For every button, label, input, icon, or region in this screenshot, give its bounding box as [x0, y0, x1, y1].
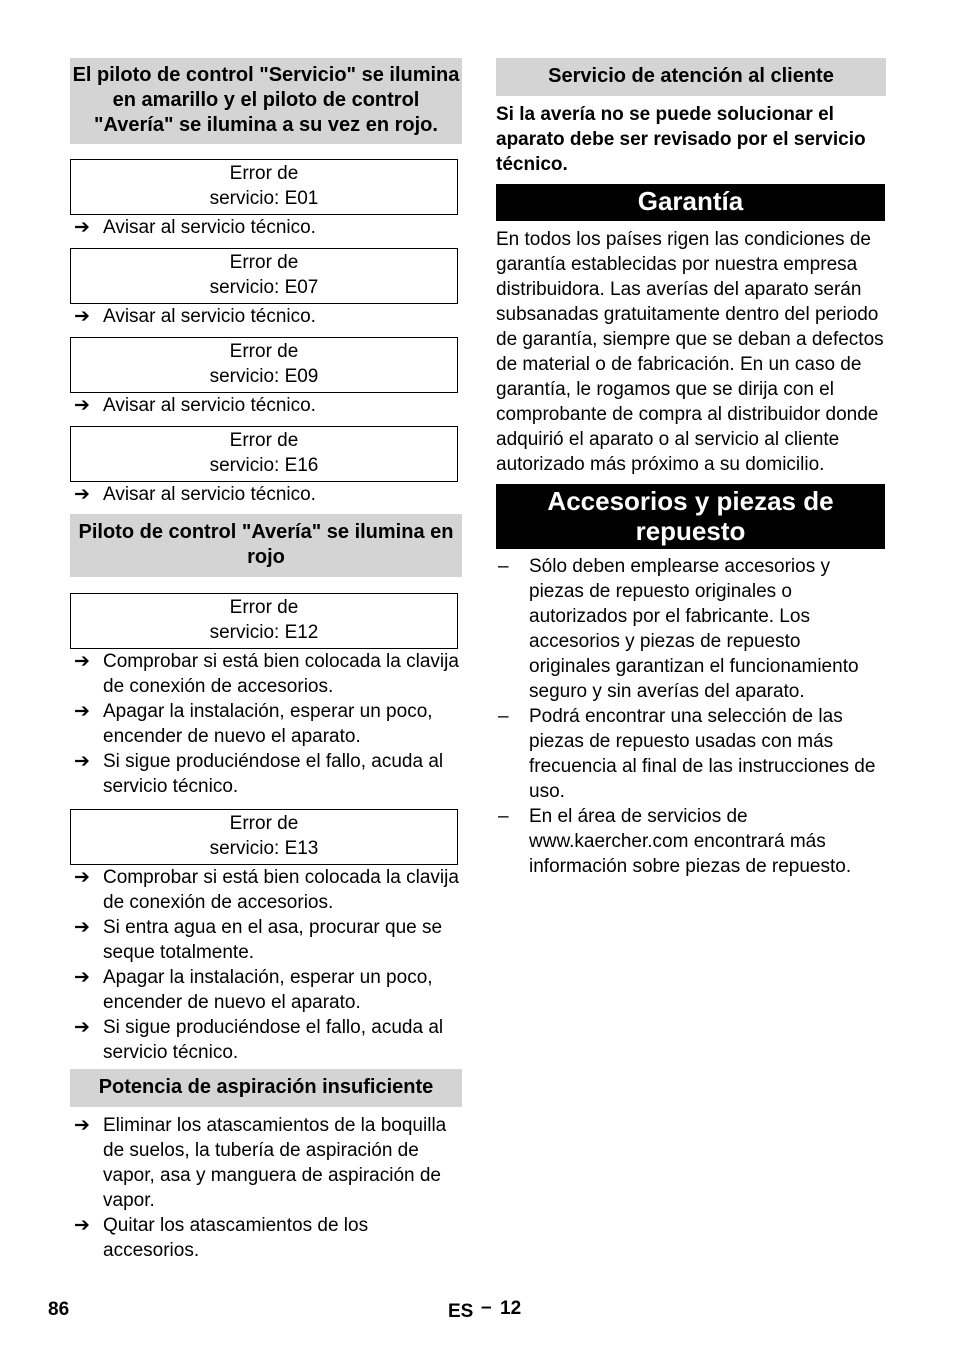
action-text: Avisar al servicio técnico. [103, 217, 316, 238]
accessories-list [496, 554, 886, 879]
error-code: servicio: E12 [209, 622, 319, 643]
heading-fault-red: Piloto de control "Avería" se ilumina en rojo [70, 514, 462, 577]
arrow-right-icon: ➔ [74, 967, 90, 988]
dash-bullet-icon: – [498, 706, 509, 727]
action-item [70, 215, 462, 240]
action-text: Apagar la instalación, esperar un poco, encender de nuevo el aparato. [103, 701, 433, 747]
error-code-box [70, 593, 458, 649]
action-text: Quitar los atascamientos de los accesorios. [103, 1215, 369, 1261]
action-text: Comprobar si está bien colocada la clavija de conexión de accesorios. [103, 651, 459, 697]
action-item [70, 1015, 462, 1065]
action-text: Avisar al servicio técnico. [103, 395, 316, 416]
error-code-box [70, 426, 458, 482]
error-code: servicio: E16 [209, 455, 319, 476]
error-label: Error de [229, 430, 299, 451]
arrow-right-icon: ➔ [74, 1017, 90, 1038]
arrow-right-icon: ➔ [74, 1115, 90, 1136]
customer-service-paragraph: Si la avería no se puede solucionar el aparato debe ser revisado por el servicio técnico. [496, 104, 866, 175]
error-list-2 [70, 593, 462, 1065]
arrow-right-icon: ➔ [74, 217, 90, 238]
list-item-text: Podrá encontrar una selección de las piezas de repuesto usadas con más frecuencia al final de las instrucciones de uso. [529, 706, 876, 802]
action-text: Avisar al servicio técnico. [103, 306, 316, 327]
arrow-right-icon: ➔ [74, 917, 90, 938]
error-label: Error de [229, 597, 299, 618]
error-label: Error de [229, 252, 299, 273]
action-item [70, 965, 462, 1015]
error-code: servicio: E13 [209, 838, 319, 859]
action-text: Eliminar los atascamientos de la boquilla de suelos, la tubería de aspiración de vapor, asa y manguera de aspiración de vapor. [103, 1115, 447, 1211]
heading-insufficient-suction: Potencia de aspiración insuficiente [70, 1069, 462, 1107]
action-text: Apagar la instalación, esperar un poco, encender de nuevo el aparato. [103, 967, 433, 1013]
action-item [70, 1213, 462, 1263]
action-item [70, 304, 462, 329]
heading-service-amber-fault-red: El piloto de control "Servicio" se ilumina en amarillo y el piloto de control "Avería" se ilumina a su vez en rojo. [70, 58, 462, 144]
arrow-right-icon: ➔ [74, 306, 90, 327]
arrow-right-icon: ➔ [74, 484, 90, 505]
arrow-right-icon: ➔ [74, 701, 90, 722]
action-item [70, 749, 462, 799]
error-code: servicio: E09 [209, 366, 319, 387]
action-item [70, 915, 462, 965]
arrow-right-icon: ➔ [74, 395, 90, 416]
action-text: Avisar al servicio técnico. [103, 484, 316, 505]
action-item [70, 393, 462, 418]
action-item [70, 1113, 462, 1213]
arrow-right-icon: ➔ [74, 651, 90, 672]
page-number: 86 [48, 1299, 70, 1320]
language-code: ES [448, 1301, 474, 1322]
action-item [70, 649, 462, 699]
right-column [496, 58, 886, 879]
heading-warranty: Garantía [496, 184, 885, 221]
list-item [496, 804, 886, 879]
error-label: Error de [229, 163, 299, 184]
footer-dash: – [481, 1297, 492, 1318]
action-list-suction [70, 1113, 462, 1263]
error-code-box [70, 337, 458, 393]
error-code-box [70, 248, 458, 304]
list-item-text: Sólo deben emplearse accesorios y piezas de repuesto originales o autorizados por el fabricante. Los accesorios y piezas de repuesto originales garantizan el funcionamiento seguro y sin averías del aparato. [529, 556, 859, 702]
action-text: Si sigue produciéndose el fallo, acuda al servicio técnico. [103, 751, 444, 797]
action-item [70, 482, 462, 507]
action-text: Si sigue produciéndose el fallo, acuda al servicio técnico. [103, 1017, 444, 1063]
error-code: servicio: E01 [209, 188, 319, 209]
error-code: servicio: E07 [209, 277, 319, 298]
arrow-right-icon: ➔ [74, 751, 90, 772]
error-code-box [70, 809, 458, 865]
heading-customer-service: Servicio de atención al cliente [496, 58, 886, 96]
error-code-box [70, 159, 458, 215]
list-item-text: En el área de servicios de www.kaercher.com encontrará más información sobre piezas de repuesto. [529, 806, 852, 877]
list-item [496, 704, 886, 804]
left-column [70, 58, 462, 1263]
section-page-number: 12 [500, 1298, 522, 1319]
error-list-1 [70, 159, 462, 507]
error-label: Error de [229, 341, 299, 362]
dash-bullet-icon: – [498, 556, 509, 577]
dash-bullet-icon: – [498, 806, 509, 827]
action-text: Comprobar si está bien colocada la clavija de conexión de accesorios. [103, 867, 459, 913]
arrow-right-icon: ➔ [74, 867, 90, 888]
arrow-right-icon: ➔ [74, 1215, 90, 1236]
error-label: Error de [229, 813, 299, 834]
action-text: Si entra agua en el asa, procurar que se seque totalmente. [103, 917, 443, 963]
heading-accessories-spare-parts: Accesorios y piezas de repuesto [496, 484, 885, 549]
action-item [70, 865, 462, 915]
list-item [496, 554, 886, 704]
action-item [70, 699, 462, 749]
warranty-paragraph: En todos los países rigen las condiciones de garantía establecidas por nuestra empresa distribuidora. Las averías del aparato serán subsanadas gratuitamente dentro del periodo de garantía, siempre que se deban a defectos de material o de fabricación. En un caso de garantía, le rogamos que se dirija con el comprobante de compra al distribuidor donde adquirió el aparato o al servicio al cliente autorizado más próximo a su domicilio. [496, 229, 884, 475]
